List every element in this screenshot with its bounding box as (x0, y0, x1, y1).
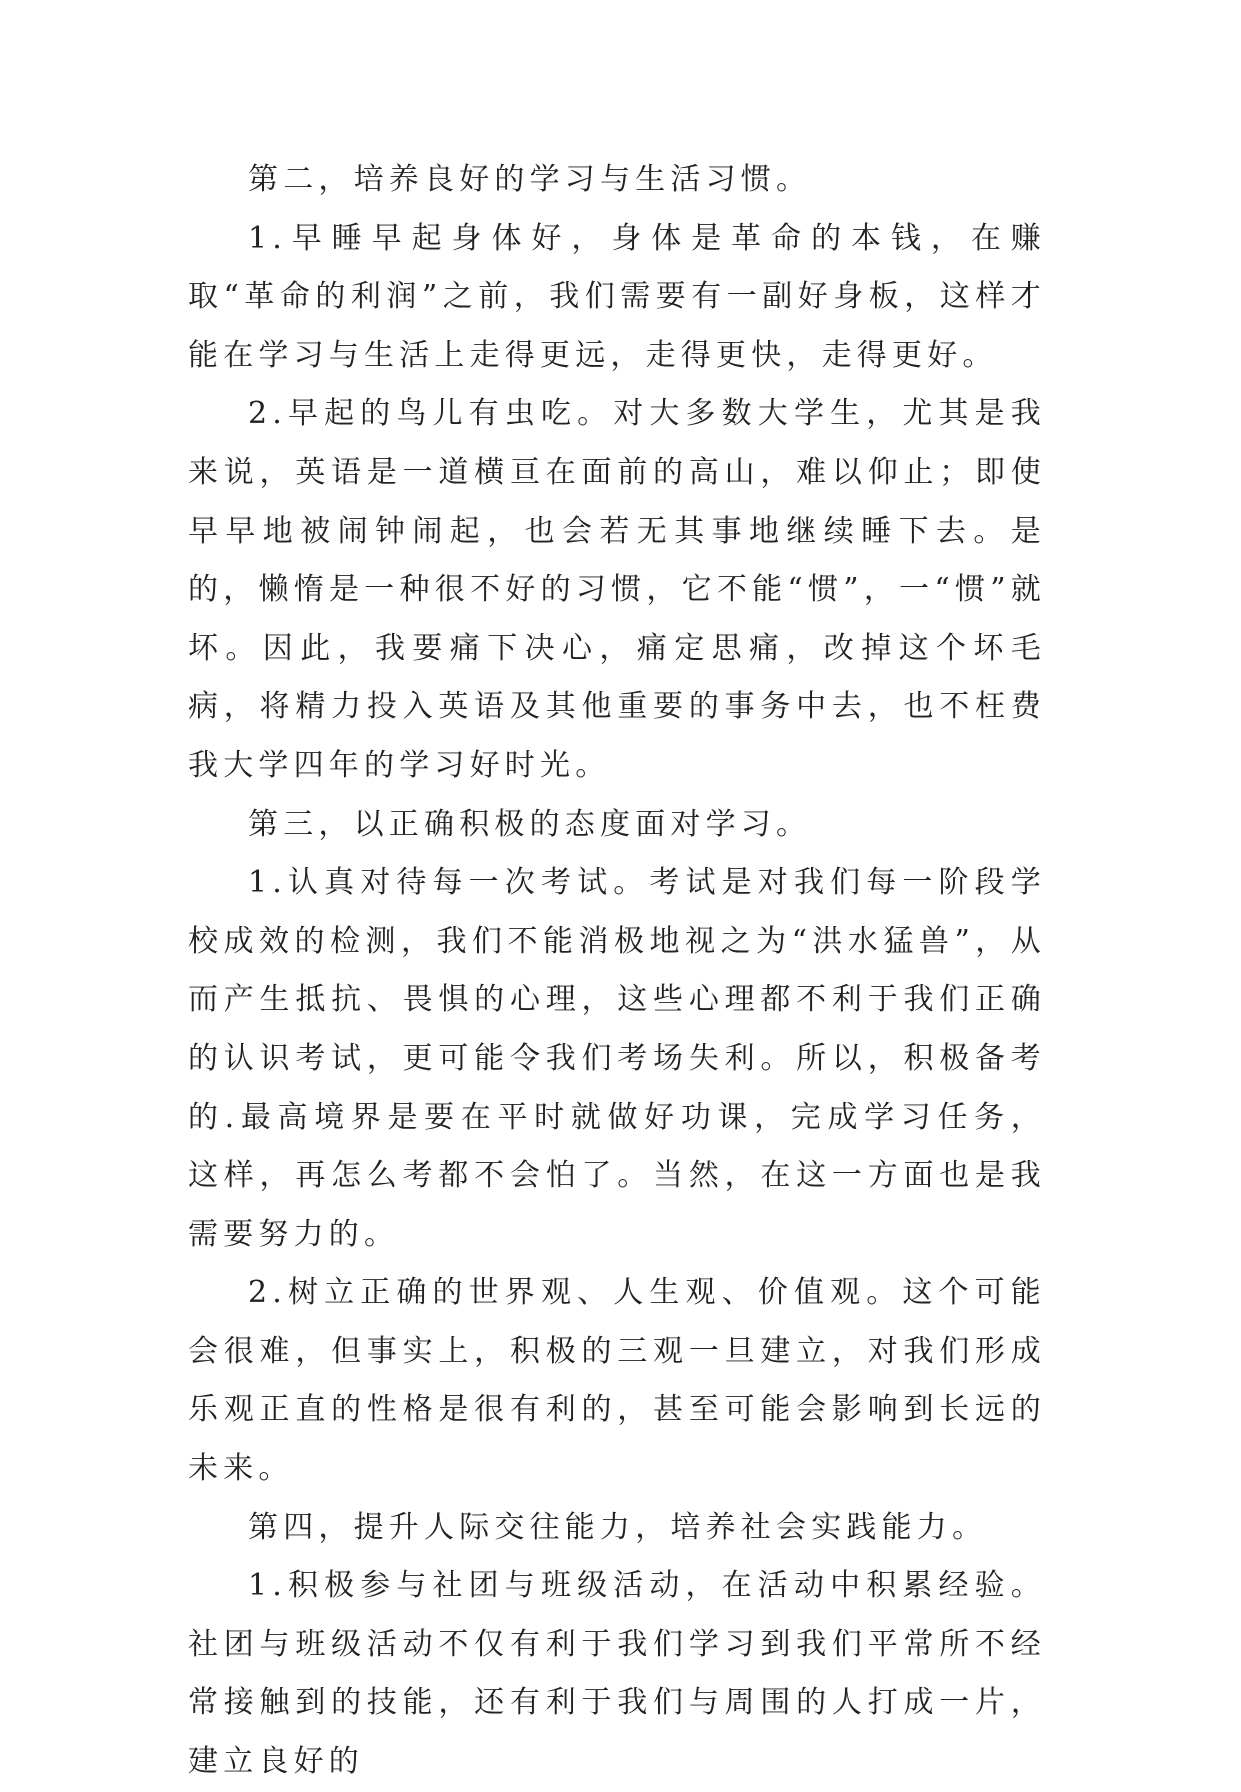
section-heading-social: 第四，提升人际交往能力，培养社会实践能力。 (248, 1509, 988, 1545)
document-body (188, 151, 1046, 1792)
paragraph-early-bird: 2.早起的鸟儿有虫吃。对大多数大学生，尤其是我来说，英语是一道横亘在面前的高山，难以仰止；即使早早地被闹钟闹起，也会若无其事地继续睡下去。是的，懒惰是一种很不好的习惯，它不能“惯”，一“惯”就坏。因此，我要痛下决心，痛定思痛，改掉这个坏毛病，将精力投入英语及其他重要的事务中去，也不枉费我大学四年的学习好时光。 (188, 396, 1047, 783)
section-heading-attitude: 第三，以正确积极的态度面对学习。 (248, 806, 812, 842)
paragraph-exams: 1.认真对待每一次考试。考试是对我们每一阶段学校成效的检测，我们不能消极地视之为“洪水猛兽”，从而产生抵抗、畏惧的心理，这些心理都不利于我们正确的认识考试，更可能令我们考场失利。所以，积极备考的.最高境界是要在平时就做好功课，完成学习任务，这样，再怎么考都不会怕了。当然，在这一方面也是我需要努力的。 (188, 865, 1046, 1252)
paragraph-worldview: 2.树立正确的世界观、人生观、价值观。这个可能会很难，但事实上，积极的三观一旦建立，对我们形成乐观正直的性格是很有利的，甚至可能会影响到长远的未来。 (188, 1275, 1046, 1487)
paragraph-early-sleep: 1.早睡早起身体好，身体是革命的本钱，在赚取“革命的利润”之前，我们需要有一副好身板，这样才能在学习与生活上走得更远，走得更快，走得更好。 (188, 220, 1046, 373)
section-heading-habits: 第二，培养良好的学习与生活习惯。 (248, 162, 812, 197)
paragraph-clubs: 1.积极参与社团与班级活动，在活动中积累经验。社团与班级活动不仅有利于我们学习到我们平常所不经常接触到的技能，还有利于我们与周围的人打成一片，建立良好的 (188, 1568, 1046, 1780)
